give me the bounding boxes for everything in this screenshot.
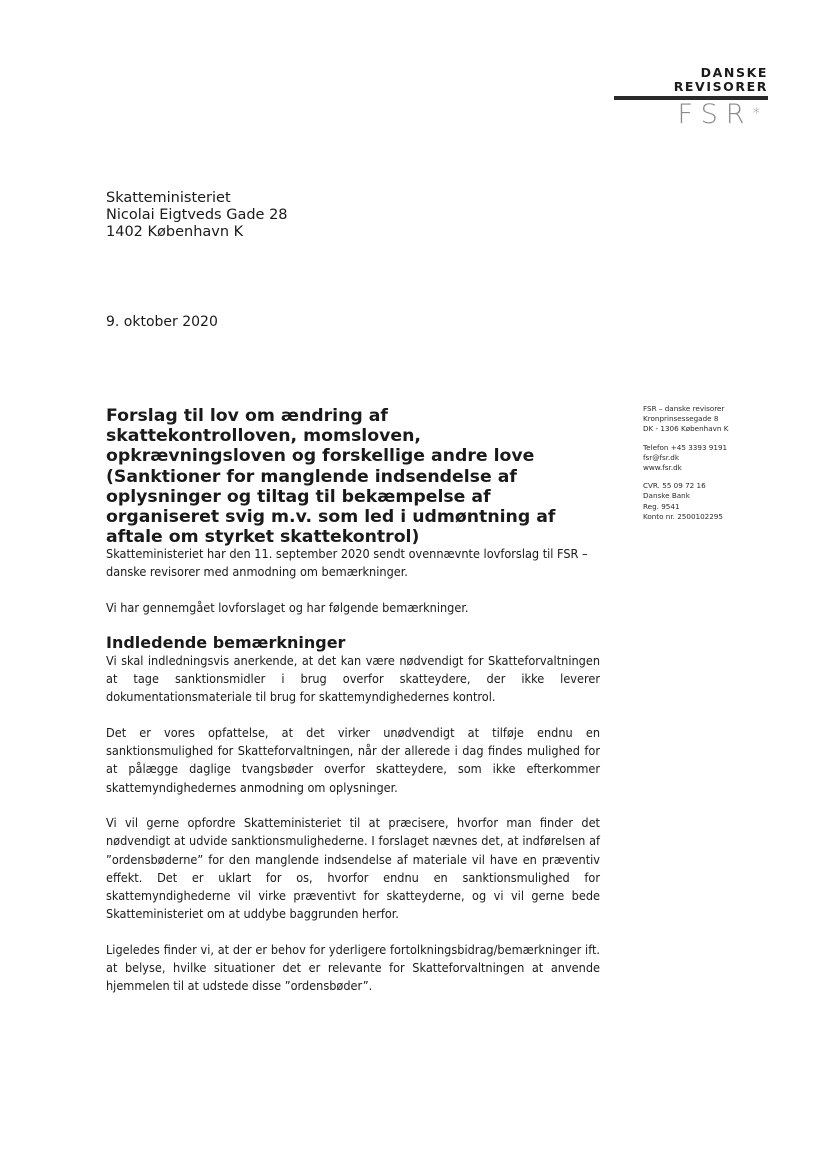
section-paragraph-1: Vi skal indledningsvis anerkende, at det kan være nødvendigt for Skatteforvaltningen at tage sanktionsmidler i brug overfor skatteydere, der ikke leverer dokumentationsmateriale til brug for skattemyndighedernes kontrol. (106, 652, 600, 705)
intro-paragraph-2: Vi har gennemgået lovforslaget og har følgende bemærkninger. (106, 599, 469, 615)
section-paragraph-2: Det er vores opfattelse, at det virker unødvendigt at tilføje endnu en sanktionsmulighed for Skatteforvaltningen, når der allerede i dag findes mulighed for at pålægge daglige tvangsbøder overfor skatteydere, som ikke efterkommer skattemyndighedernes anmodning om oplysninger. (106, 724, 600, 795)
sender-city: DK - 1306 København K (643, 424, 729, 434)
sender-contact (643, 404, 728, 530)
sender-address (643, 404, 728, 435)
sender-bank: Danske Bank (643, 491, 690, 501)
letter-body (106, 545, 600, 1013)
logo-mark (608, 101, 768, 129)
intro-paragraph-1: Skatteministeriet har den 11. september 2020 sendt ovennævnte lovforslag til FSR – danske revisorer med anmodning om bemærkninger. (106, 546, 588, 580)
recipient-city: 1402 København K (106, 224, 244, 240)
logo-star: * (752, 104, 760, 122)
sender-cvr: CVR. 55 09 72 16 (643, 481, 706, 491)
recipient-address (106, 190, 288, 241)
logo-line-revisorer: REVISORER (673, 79, 768, 94)
letter-date: 9. oktober 2020 (106, 314, 218, 330)
recipient-street: Nicolai Eigtveds Gade 28 (106, 207, 288, 223)
sender-street: Kronprinsessegade 8 (643, 414, 719, 424)
section-paragraph-3: Vi vil gerne opfordre Skatteministeriet til at præcisere, hvorfor man finder det nødvendigt at udvide sanktionsmulighederne. I forslaget nævnes det, at indførelsen af ”ordensbøderne” for den manglende indsendelse af materiale vil have en præventiv effekt. Det er uklart for os, hvorfor endnu en sanktionsmulighed for skattemyndighederne vil virke præventivt for skatteyderne, og vi vil gerne bede Skatteministeriet om at uddybe baggrunden herfor. (106, 814, 600, 922)
sender-phone: Telefon +45 3393 9191 (643, 442, 728, 452)
section-paragraph-4: Ligeledes finder vi, at der er behov for yderligere fortolkningsbidrag/bemærkninger ift. at belyse, hvilke situationer det er relevante for Skatteforvaltningen at anvende hjemmelen til at udstede disse ”ordensbøder”. (106, 941, 600, 994)
logo-mark-text: FSR (677, 99, 753, 130)
sender-web: www.fsr.dk (643, 463, 682, 473)
recipient-name: Skatteministeriet (106, 190, 231, 206)
section-heading: Indledende bemærkninger (106, 632, 346, 652)
letter-title: Forslag til lov om ændring af skattekontrolloven, momsloven, opkrævningsloven og forskellige andre love (Sanktioner for manglende indsendelse af oplysninger og tiltag til bekæmpelse af organiseret svig m.v. som led i udmøntning af aftale om styrket skattekontrol) (106, 406, 556, 548)
sender-contact-info (643, 443, 728, 474)
fsr-logo (608, 66, 768, 129)
logo-line-danske: DANSKE (700, 65, 768, 80)
sender-account: Konto nr. 2500102295 (643, 511, 723, 521)
sender-email: fsr@fsr.dk (643, 452, 679, 462)
sender-reg: Reg. 9541 (643, 501, 680, 511)
sender-bank-info (643, 481, 728, 522)
sender-org: FSR – danske revisorer (643, 404, 725, 413)
